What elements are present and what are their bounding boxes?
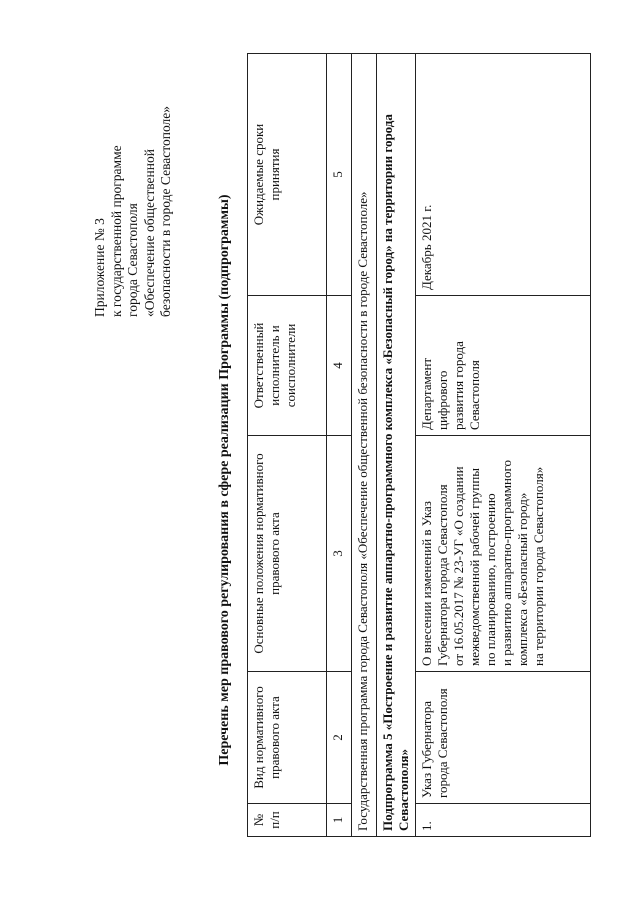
column-number: 3: [327, 436, 352, 672]
header-num: № п/п: [248, 804, 327, 837]
header-deadline: Ожидаемые сроки принятия: [248, 54, 327, 296]
subprogram-name: Подпрограмма 5 «Построение и развитие аппаратно-программного комплекса «Безопасный город» на территории города Севастополя»: [377, 54, 416, 837]
appendix-note: [92, 106, 175, 317]
row-provisions: О внесении изменений в Указ Губернатора города Севастополя от 16.05.2017 № 23-УГ «О создании межведомственной рабочей группы по планированию, построению и развитию аппаратно-программного комплекса «Безопасный город» на территории города Севастополя»: [416, 436, 591, 672]
row-deadline: Декабрь 2021 г.: [416, 54, 591, 296]
row-executor: Департамент цифрового развития города Севастополя: [416, 296, 591, 436]
column-number: 4: [327, 296, 352, 436]
program-name: Государственная программа города Севастополя «Обеспечение общественной безопасности в городе Севастополе»: [352, 54, 377, 837]
header-provisions: Основные положения нормативного правового акта: [248, 436, 327, 672]
appendix-line: к государственной программе: [108, 145, 124, 317]
header-act-type: Вид нормативного правового акта: [248, 672, 327, 804]
subprogram-row: [377, 54, 416, 837]
appendix-line: города Севастополя: [125, 203, 140, 317]
document-title: Перечень мер правового регулирования в сфере реализации Программы (подпрограммы): [217, 194, 232, 766]
row-num: 1.: [416, 804, 591, 837]
header-executor: Ответственный исполнитель и соисполнители: [248, 296, 327, 436]
appendix-line: «Обеспечение общественной: [141, 149, 157, 317]
regulation-table: [247, 53, 591, 837]
table-row: [416, 54, 591, 837]
table-header-row: [248, 54, 327, 837]
row-act-type: Указ Губернатора города Севастополя: [416, 672, 591, 804]
program-row: [352, 54, 377, 837]
appendix-line: Приложение № 3: [92, 218, 107, 317]
appendix-line: безопасности в городе Севастополе»: [158, 106, 173, 317]
column-number: 5: [327, 54, 352, 296]
column-number: 1: [327, 804, 352, 837]
column-number-row: [327, 54, 352, 837]
column-number: 2: [327, 672, 352, 804]
